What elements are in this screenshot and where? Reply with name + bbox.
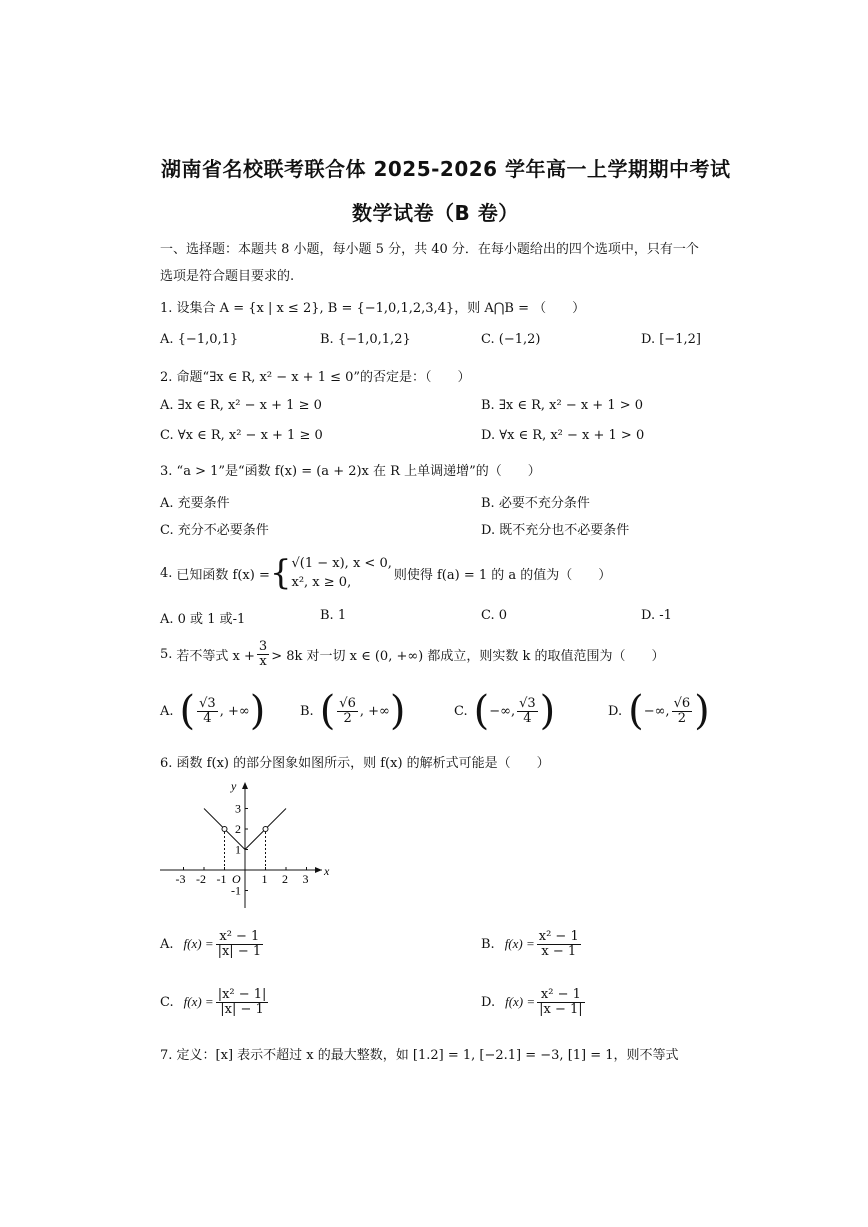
open-point (222, 827, 227, 832)
option-5a (160, 686, 265, 736)
question-stem-post: > 8k 对一切 x ∈ (0, +∞) 都成立，则实数 k 的取值范围为（ ） (271, 648, 665, 664)
question-number: 5. (160, 646, 173, 662)
option-2b: B. ∃x ∈ R, x² − x + 1 > 0 (481, 398, 644, 413)
question-stem-pre: 若不等式 x + (176, 648, 255, 664)
fraction-numerator: √6 (339, 695, 356, 711)
option-4b: B. 1 (320, 608, 347, 623)
page-subtitle: 数学试卷（B 卷） (352, 201, 519, 225)
fraction (257, 640, 269, 668)
option-lhs: f(x) = (505, 994, 536, 1009)
paren-left: ( (319, 688, 336, 734)
fraction-numerator: |x² − 1| (217, 986, 267, 1002)
piece-1: √(1 − x), x < 0, (291, 555, 392, 571)
option-label: C. (454, 703, 468, 719)
option-4d: D. -1 (641, 608, 672, 623)
option-6a (160, 922, 265, 966)
option-3a: A. 充要条件 (160, 496, 230, 511)
option-lhs: f(x) = (183, 994, 214, 1009)
x-axis-arrow-icon (315, 867, 322, 873)
fraction-denominator: 4 (523, 710, 532, 726)
paren-right: ) (249, 688, 266, 734)
graph-segment (204, 809, 225, 830)
x-tick-label: -1 (216, 872, 227, 886)
question-number: 4. (160, 565, 173, 581)
option-5c (454, 686, 555, 736)
question-stem-pre: 已知函数 f(x) = (176, 567, 270, 583)
option-pre: −∞, (489, 703, 516, 719)
question-stem: 命题“∃x ∈ R, x² − x + 1 ≤ 0”的否定是：（ ） (176, 370, 471, 385)
x-tick-label: 1 (261, 872, 268, 886)
fraction-denominator: 4 (203, 710, 212, 726)
x-axis-label: x (324, 864, 330, 878)
section-intro-line2: 选项是符合题目要求的. (160, 269, 295, 284)
option-6d (481, 980, 587, 1024)
option-rest: , +∞ (359, 703, 390, 719)
question-stem-post: 则使得 f(a) = 1 的 a 的值为（ ） (393, 567, 612, 583)
fraction-numerator: √6 (673, 695, 691, 711)
fraction (537, 930, 581, 958)
function-graph (150, 778, 340, 913)
question-1 (160, 297, 585, 316)
option-1b: B. {−1,0,1,2} (320, 332, 411, 347)
question-number: 1. (160, 301, 173, 316)
fraction-denominator: |x| − 1 (220, 1001, 264, 1017)
y-tick-label: -1 (231, 883, 241, 898)
fraction-numerator: x² − 1 (538, 928, 579, 944)
fraction-numerator: √3 (199, 695, 216, 711)
option-label: D. (608, 703, 623, 719)
page-title: 湖南省名校联考联合体 2025-2026 学年高一上学期期中考试 (161, 157, 731, 181)
fraction (537, 988, 585, 1016)
fraction (216, 988, 269, 1016)
fraction-denominator: 2 (343, 710, 352, 726)
option-5d (608, 686, 710, 736)
question-number: 6. (160, 756, 173, 771)
fraction (216, 930, 264, 958)
y-tick-label: 1 (235, 842, 241, 857)
question-stem: 定义：[x] 表示不超过 x 的最大整数，如 [1.2] = 1, [−2.1] = −3, [1] = 1，则不等式 (176, 1048, 679, 1063)
option-pre: −∞, (643, 703, 670, 719)
option-lhs: f(x) = (504, 936, 535, 951)
question-5 (160, 634, 665, 674)
paren-left: ( (473, 688, 490, 734)
option-2d: D. ∀x ∈ R, x² − x + 1 > 0 (481, 428, 645, 443)
piecewise-brace-icon: { (269, 553, 292, 593)
option-label: A. (160, 936, 174, 952)
piece-2: x², x ≥ 0, (291, 575, 352, 590)
fraction-denominator: x − 1 (541, 943, 577, 959)
paren-right: ) (539, 688, 556, 734)
y-axis-label: y (231, 779, 237, 793)
question-3 (160, 460, 541, 479)
x-tick-label: 2 (282, 872, 288, 886)
option-1a: A. {−1,0,1} (160, 332, 239, 347)
fraction-numerator: 3 (258, 638, 268, 654)
origin-label: O (232, 872, 241, 886)
option-1d: D. [−1,2] (641, 332, 701, 347)
paren-right: ) (694, 688, 710, 734)
fraction (337, 697, 358, 725)
option-label: B. (481, 936, 495, 952)
x-tick-label: -3 (175, 872, 186, 886)
option-3c: C. 充分不必要条件 (160, 523, 269, 538)
question-number: 2. (160, 370, 173, 385)
graph-segment (245, 829, 266, 850)
option-2a: A. ∃x ∈ R, x² − x + 1 ≥ 0 (160, 398, 322, 413)
question-number: 3. (160, 464, 173, 479)
option-label: B. (300, 703, 314, 719)
question-4 (160, 550, 611, 596)
option-5b (300, 686, 405, 736)
x-tick-label: 3 (302, 872, 309, 886)
option-label: A. (160, 703, 174, 719)
fraction (517, 697, 538, 725)
option-label: C. (160, 994, 174, 1010)
option-lhs: f(x) = (183, 936, 214, 951)
y-axis-arrow-icon (242, 782, 248, 789)
fraction-denominator: x (259, 653, 267, 669)
option-label: D. (481, 994, 496, 1010)
fraction-denominator: 2 (677, 710, 686, 726)
open-point (263, 827, 268, 832)
question-7 (160, 1044, 679, 1063)
section-intro: 一、选择题：本题共 8 小题，每小题 5 分，共 40 分．在每小题给出的四个选项中，只有一个 (160, 242, 699, 257)
x-tick-label: -2 (196, 872, 206, 886)
fraction-numerator: x² − 1 (537, 988, 585, 1003)
y-tick-label: 2 (235, 822, 241, 836)
question-stem: 设集合 A = {x | x ≤ 2}, B = {−1,0,1,2,3,4}，则 A⋂B = （ ） (176, 301, 586, 316)
question-6 (160, 752, 550, 771)
option-3d: D. 既不充分也不必要条件 (481, 523, 630, 538)
option-4a: A. 0 或 1 或-1 (160, 612, 246, 627)
option-1c: C. (−1,2) (481, 332, 541, 347)
question-number: 7. (160, 1048, 173, 1063)
option-rest: , +∞ (219, 703, 250, 719)
option-2c: C. ∀x ∈ R, x² − x + 1 ≥ 0 (160, 428, 323, 443)
fraction (197, 697, 218, 725)
fraction (672, 697, 693, 725)
y-tick-label: 3 (235, 801, 241, 816)
fraction-denominator: |x| − 1 (217, 943, 262, 959)
option-4c: C. 0 (481, 608, 508, 623)
option-3b: B. 必要不充分条件 (481, 496, 590, 511)
paren-left: ( (628, 688, 644, 734)
fraction-denominator: |x − 1| (539, 1001, 583, 1017)
option-6b (481, 922, 583, 966)
paren-left: ( (179, 688, 196, 734)
fraction-numerator: √3 (519, 695, 536, 711)
piecewise-cases (292, 554, 392, 593)
fraction-numerator: x² − 1 (216, 930, 264, 945)
question-stem: 函数 f(x) 的部分图象如图所示，则 f(x) 的解析式可能是（ ） (176, 756, 550, 771)
question-stem: “a > 1”是“函数 f(x) = (a + 2)x 在 R 上单调递增”的（ ） (176, 464, 541, 479)
question-2 (160, 366, 471, 385)
graph-segment (266, 809, 287, 830)
paren-right: ) (389, 688, 406, 734)
option-6c (160, 980, 270, 1024)
